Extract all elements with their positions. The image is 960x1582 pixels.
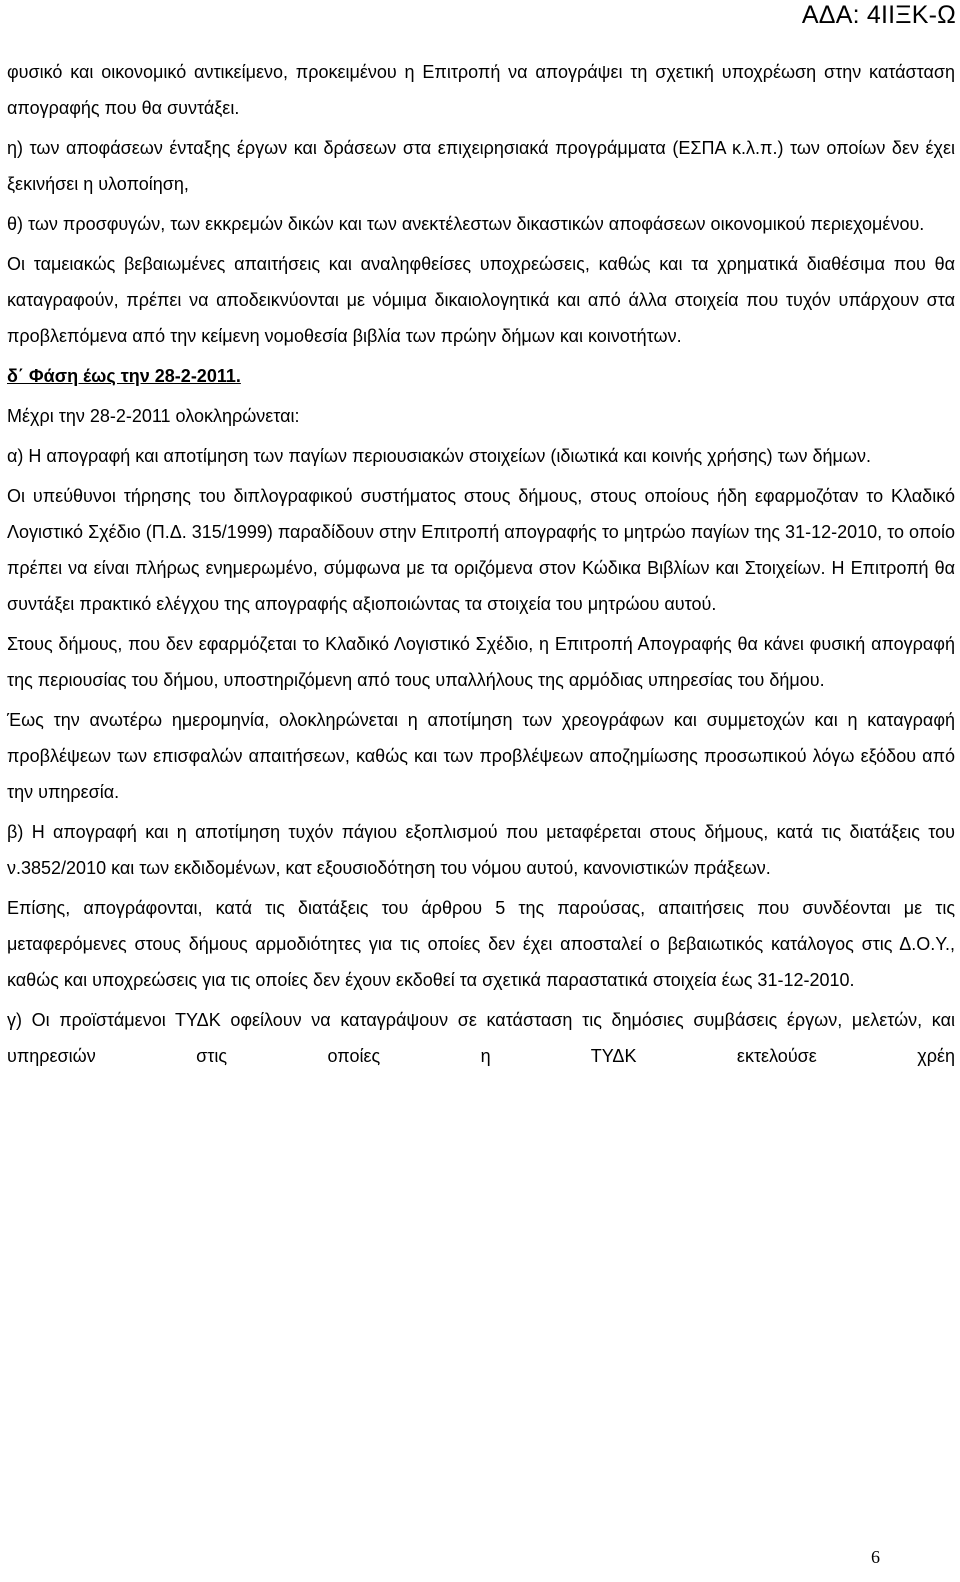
paragraph-deadline: Μέχρι την 28-2-2011 ολοκληρώνεται: — [7, 406, 300, 426]
paragraph-valuation: Έως την ανωτέρω ημερομηνία, ολοκληρώνεται η αποτίμηση των χρεογράφων και συμμετοχών και η καταγραφή προβλέψεων των επισφαλών απαιτήσεων, καθώς και των προβλέψεων αποζημίωσης προσωπικού λόγω εξόδου από την υπηρεσία. — [7, 710, 955, 802]
page-number: 6 — [871, 1547, 880, 1567]
paragraph-receivables-transfer: Επίσης, απογράφονται, κατά τις διατάξεις του άρθρου 5 της παρούσας, απαιτήσεις που συνδέονται με τις μεταφερόμενες στους δήμους αρμοδιότητες για τις οποίες δεν έχει αποσταλεί ο βεβαιωτικός κατάλογος στις Δ.Ο.Υ., καθώς και υποχρεώσεις για τις οποίες δεν έχουν εκδοθεί τα σχετικά παραστατικά στοιχεία έως 31-12-2010. — [7, 898, 955, 990]
paragraph-fixed-assets-register: Οι υπεύθυνοι τήρησης του διπλογραφικού συστήματος στους δήμους, στους οποίους ήδη εφαρμοζόταν το Κλαδικό Λογιστικό Σχέδιο (Π.Δ. 315/1999) παραδίδουν στην Επιτροπή απογραφής το μητρώο παγίων της 31-12-2010, το οποίο πρέπει να είναι πλήρως ενημερωμένο, σύμφωνα με τα οριζόμενα στον Κώδικα Βιβλίων και Στοιχείων. Η Επιτροπή θα συντάξει πρακτικό ελέγχου της απογραφής αξιοποιώντας τα στοιχεία του μητρώου αυτού. — [7, 486, 955, 614]
paragraph-item-theta: θ) των προσφυγών, των εκκρεμών δικών και των ανεκτέλεστων δικαστικών αποφάσεων οικονομικού περιεχομένου. — [7, 214, 925, 234]
paragraph-item-beta: β) Η απογραφή και η αποτίμηση τυχόν πάγιου εξοπλισμού που μεταφέρεται στους δήμους, κατά τις διατάξεις του ν.3852/2010 και των εκδιδομένων, κατ εξουσιοδότηση του νόμου αυτού, κανονιστικών πράξεων. — [7, 822, 955, 878]
paragraph-item-eta: η) των αποφάσεων ένταξης έργων και δράσεων στα επιχειρησιακά προγράμματα (ΕΣΠΑ κ.λ.π.) των οποίων δεν έχει ξεκινήσει η υλοποίηση, — [7, 138, 955, 194]
paragraph-item-gamma: γ) Οι προϊστάμενοι ΤΥΔΚ οφείλουν να καταγράψουν σε κατάσταση τις δημόσιες συμβάσεις έργων, μελετών, και υπηρεσιών στις οποίες η ΤΥΔΚ εκτελούσε χρέη — [7, 1010, 955, 1066]
paragraph-inventory-obligation: φυσικό και οικονομικό αντικείμενο, προκειμένου η Επιτροπή να απογράψει τη σχετική υποχρέωση στην κατάσταση απογραφής που θα συντάξει. — [7, 62, 955, 118]
paragraph-item-alpha: α) Η απογραφή και αποτίμηση των παγίων περιουσιακών στοιχείων (ιδιωτικά και κοινής χρήσης) των δήμων. — [7, 446, 871, 466]
paragraph-physical-inventory: Στους δήμους, που δεν εφαρμόζεται το Κλαδικό Λογιστικό Σχέδιο, η Επιτροπή Απογραφής θα κάνει φυσική απογραφή της περιουσίας του δήμου, υποστηριζόμενη από τους υπαλλήλους της αρμόδιας υπηρεσίας του δήμου. — [7, 634, 955, 690]
section-heading: δ΄ Φάση έως την 28-2-2011. — [7, 366, 241, 386]
paragraph-receivables: Οι ταμειακώς βεβαιωμένες απαιτήσεις και αναληφθείσες υποχρεώσεις, καθώς και τα χρηματικά διαθέσιμα που θα καταγραφούν, πρέπει να αποδεικνύονται με νόμιμα δικαιολογητικά και από άλλα στοιχεία που τυχόν υπάρχουν στα προβλεπόμενα από την κείμενη νομοθεσία βιβλία των πρώην δήμων και κοινοτήτων. — [7, 254, 955, 346]
document-body — [7, 54, 955, 1078]
ada-code-header: ΑΔΑ: 4ΙΙΞΚ-Ω — [801, 1, 956, 29]
